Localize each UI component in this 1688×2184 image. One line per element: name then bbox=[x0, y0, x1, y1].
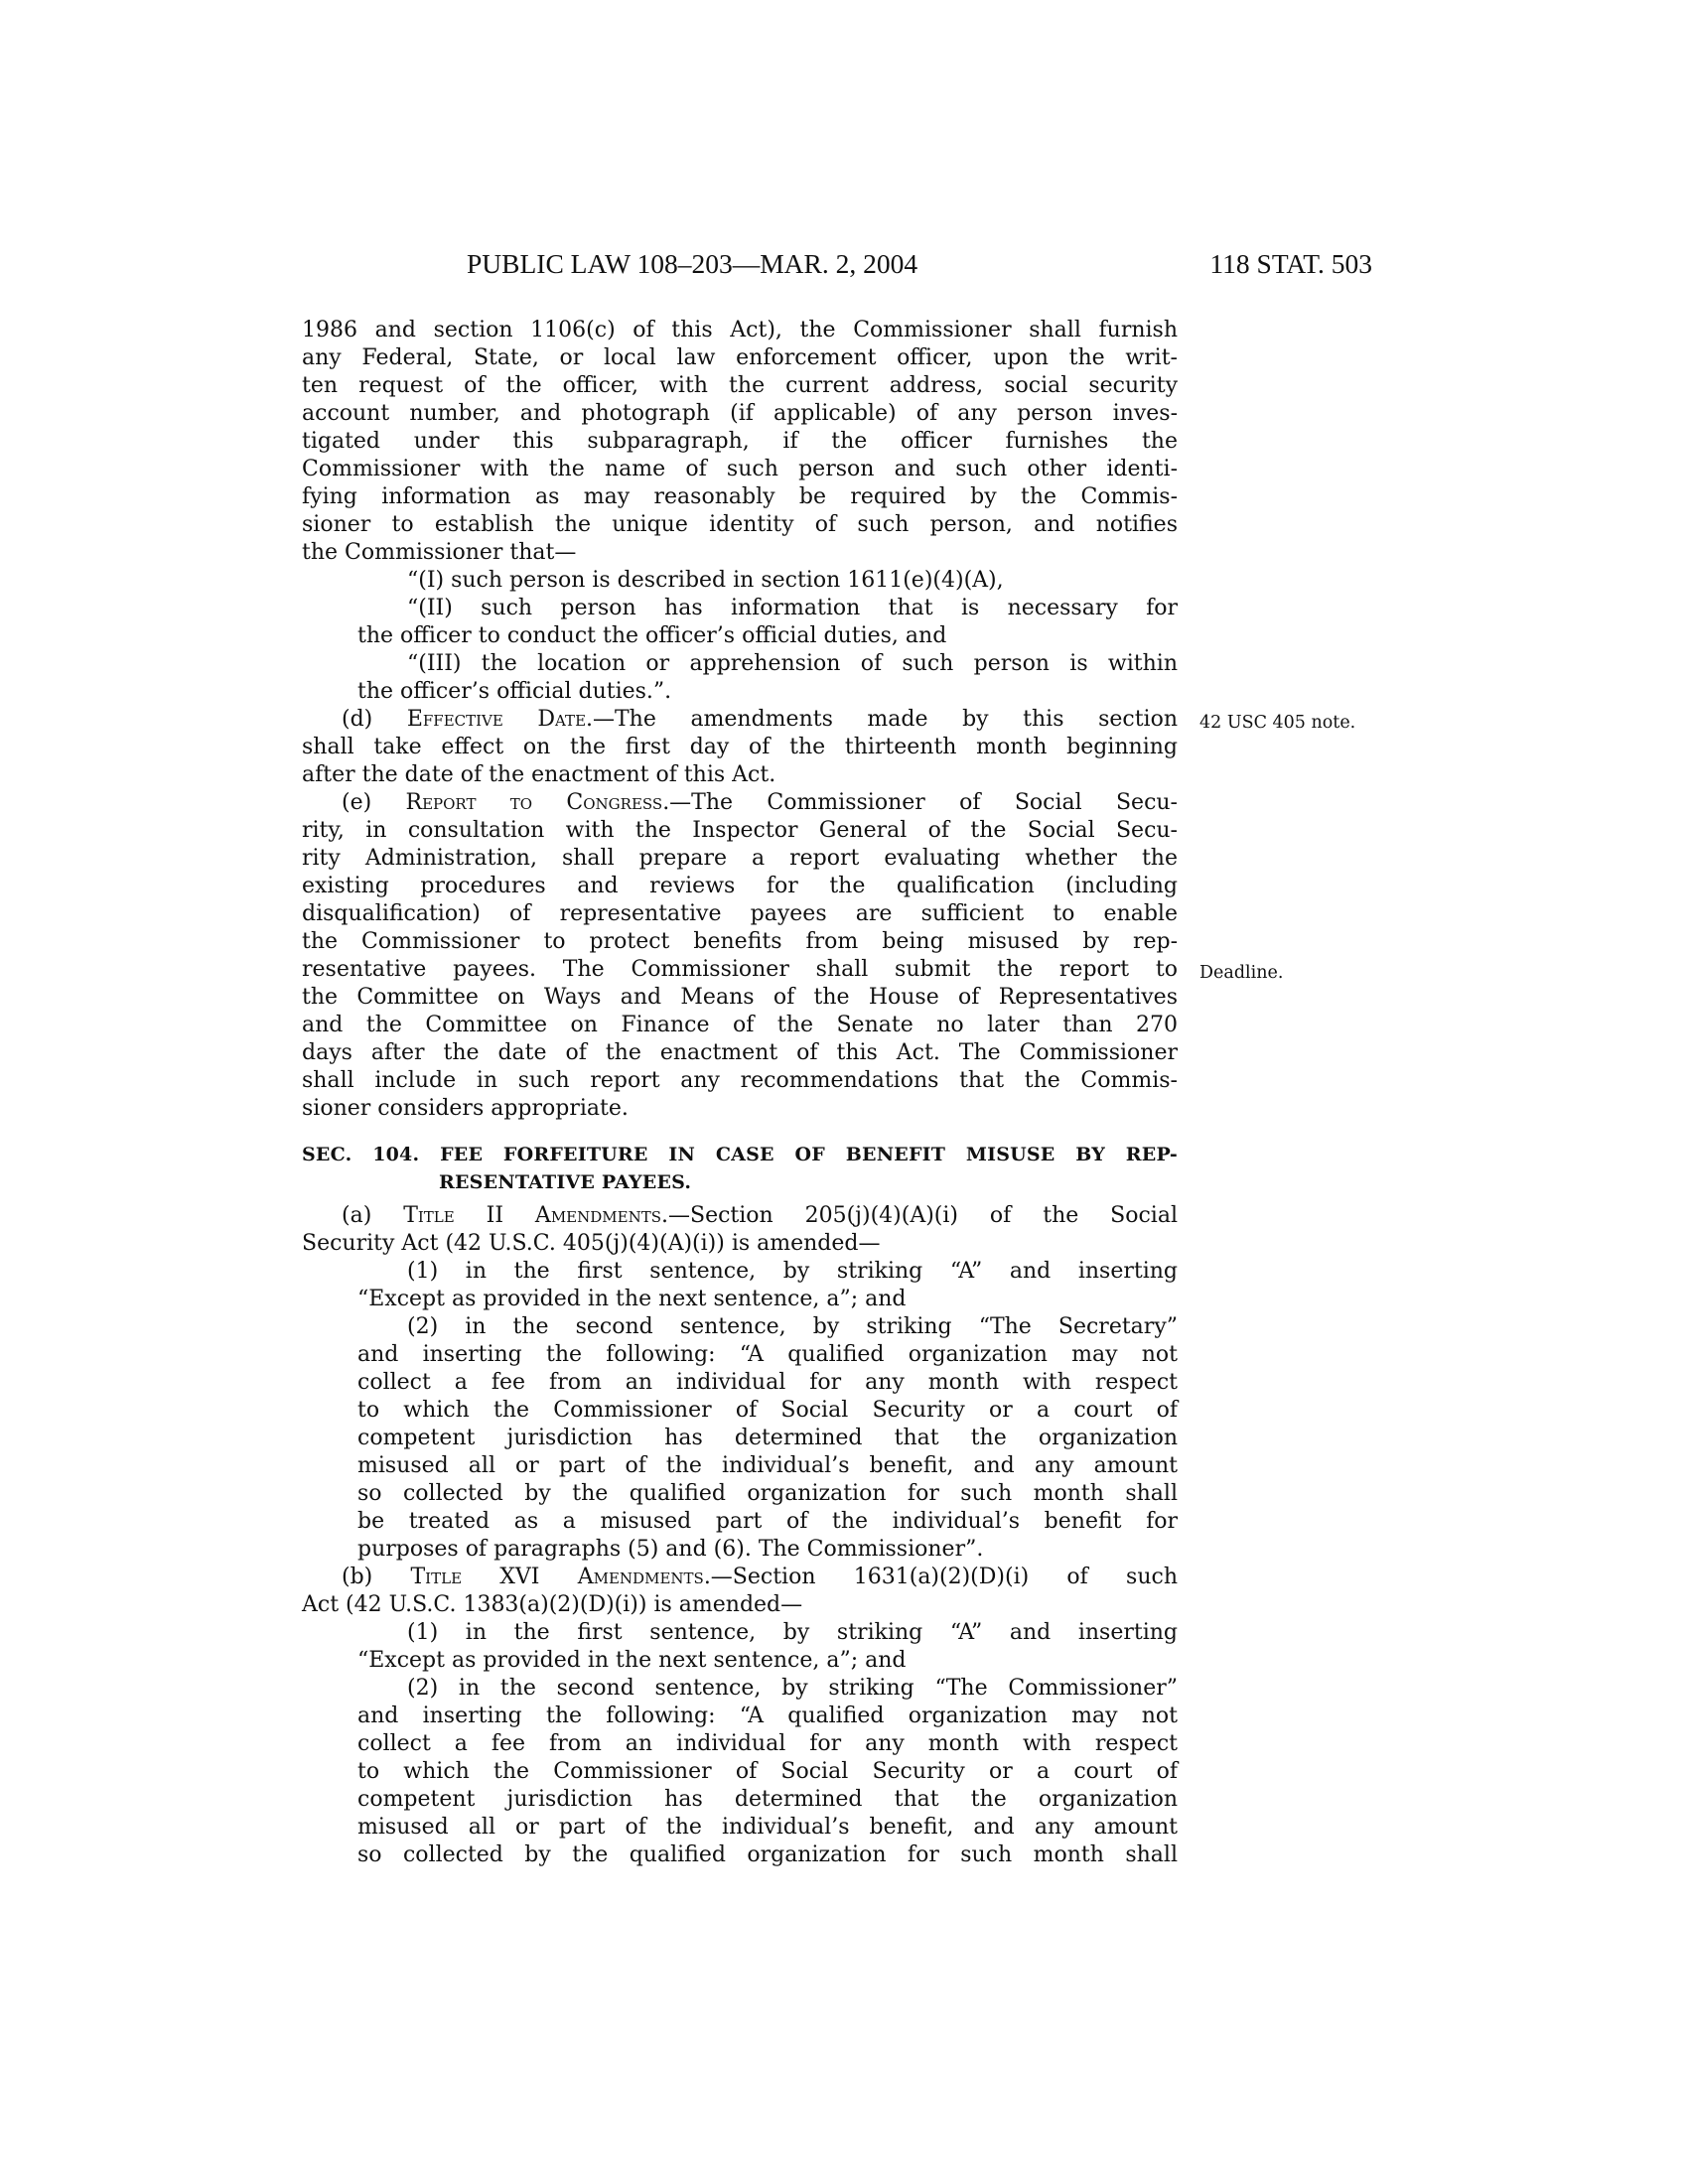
page-header bbox=[298, 248, 1372, 288]
text-line: resentative payees. The Commissioner shall submit the report to bbox=[302, 957, 1178, 982]
paragraph-a2-line: to which the Commissioner of Social Security or a court of bbox=[357, 1398, 1178, 1423]
text-line: any Federal, State, or local law enforcement officer, upon the writ- bbox=[302, 345, 1178, 370]
paragraph-a1-line: (1) in the first sentence, by striking “A” and inserting bbox=[407, 1259, 1178, 1284]
text-line: tigated under this subparagraph, if the officer furnishes the bbox=[302, 429, 1178, 454]
subsection-d-text: .—The amendments made by this section bbox=[586, 707, 1178, 732]
paragraph-b2-line: and inserting the following: “A qualified organization may not bbox=[357, 1704, 1178, 1728]
subsection-a-heading: Title II Amendments bbox=[403, 1203, 661, 1228]
subsection-a-label: (a) bbox=[342, 1203, 404, 1228]
paragraph-a2-line: so collected by the qualified organization for such month shall bbox=[357, 1481, 1178, 1506]
paragraph-b2-line: misused all or part of the individual’s benefit, and any amount bbox=[357, 1815, 1178, 1840]
subsection-d-heading-line bbox=[302, 706, 1178, 734]
clause-iii-line: the officer’s official duties.”. bbox=[357, 679, 672, 704]
subsection-a-text: .—Section 205(j)(4)(A)(i) of the Social bbox=[661, 1203, 1178, 1228]
paragraph-b2-line: (2) in the second sentence, by striking “The Commissioner” bbox=[407, 1676, 1178, 1701]
paragraph-a2-line: (2) in the second sentence, by striking “The Secretary” bbox=[407, 1314, 1178, 1339]
document-body bbox=[302, 317, 1178, 1869]
text-line: ten request of the officer, with the current address, social security bbox=[302, 373, 1178, 398]
text-line: after the date of the enactment of this Act. bbox=[302, 762, 776, 787]
statute-page-number: 118 STAT. 503 bbox=[1209, 248, 1372, 279]
paragraph-b2-line: collect a fee from an individual for any month with respect bbox=[357, 1731, 1178, 1756]
text-line: the Commissioner to protect benefits from being misused by rep- bbox=[302, 929, 1178, 954]
text-line: the Commissioner that— bbox=[302, 540, 577, 565]
text-line: shall take effect on the first day of the thirteenth month beginning bbox=[302, 735, 1178, 759]
subsection-b-label: (b) bbox=[342, 1565, 411, 1589]
paragraph-a2-line: competent jurisdiction has determined that the organization bbox=[357, 1426, 1178, 1450]
text-line: sioner considers appropriate. bbox=[302, 1096, 629, 1121]
paragraph-a2-line: be treated as a misused part of the individual’s benefit for bbox=[357, 1509, 1178, 1534]
subsection-a-heading-line bbox=[302, 1202, 1178, 1230]
clause-i: “(I) such person is described in section 1611(e)(4)(A), bbox=[407, 568, 1004, 593]
subsection-b-heading: Title XVI Amendments bbox=[410, 1565, 704, 1589]
text-line: 1986 and section 1106(c) of this Act), the Commissioner shall furnish bbox=[302, 318, 1178, 342]
text-line: account number, and photograph (if applicable) of any person inves- bbox=[302, 401, 1178, 426]
paragraph-a2-line: misused all or part of the individual’s benefit, and any amount bbox=[357, 1453, 1178, 1478]
paragraph-b2-line: competent jurisdiction has determined that the organization bbox=[357, 1787, 1178, 1812]
subsection-e-heading: Report to Congress bbox=[405, 790, 663, 815]
subsection-e-text: .—The Commissioner of Social Secu- bbox=[662, 790, 1178, 815]
text-line: the Committee on Ways and Means of the House of Representatives bbox=[302, 985, 1178, 1010]
text-line: sioner to establish the unique identity of such person, and notifies bbox=[302, 512, 1178, 537]
text-line: shall include in such report any recommendations that the Commis- bbox=[302, 1068, 1178, 1093]
subsection-d-heading: Effective Date bbox=[406, 707, 587, 732]
margin-note-deadline: Deadline. bbox=[1199, 963, 1284, 983]
clause-ii-line: “(II) such person has information that is necessary for bbox=[407, 596, 1178, 620]
text-line: rity, in consultation with the Inspector General of the Social Secu- bbox=[302, 818, 1178, 843]
section-heading-line: RESENTATIVE PAYEES. bbox=[439, 1171, 692, 1193]
subsection-d-label: (d) bbox=[342, 707, 407, 732]
paragraph-a2-line: purposes of paragraphs (5) and (6). The Commissioner”. bbox=[357, 1537, 984, 1562]
text-line: rity Administration, shall prepare a report evaluating whether the bbox=[302, 846, 1178, 871]
subsection-e-label: (e) bbox=[342, 790, 406, 815]
section-104-heading bbox=[302, 1141, 1178, 1196]
text-line: days after the date of the enactment of this Act. The Commissioner bbox=[302, 1040, 1178, 1065]
text-line: Commissioner with the name of such person and such other identi- bbox=[302, 457, 1178, 481]
paragraph-a2-line: and inserting the following: “A qualified organization may not bbox=[357, 1342, 1178, 1367]
subsection-e-heading-line bbox=[302, 789, 1178, 817]
text-line: Security Act (42 U.S.C. 405(j)(4)(A)(i)) is amended— bbox=[302, 1231, 881, 1256]
paragraph-b1-line: “Except as provided in the next sentence, a”; and bbox=[357, 1648, 907, 1673]
section-heading-line: SEC. 104. FEE FORFEITURE IN CASE OF BENEFIT MISUSE BY REP- bbox=[302, 1144, 1178, 1165]
paragraph-b1-line: (1) in the first sentence, by striking “A” and inserting bbox=[407, 1620, 1178, 1645]
text-line: fying information as may reasonably be required by the Commis- bbox=[302, 484, 1178, 509]
clause-iii-line: “(III) the location or apprehension of such person is within bbox=[407, 651, 1178, 676]
subsection-b-heading-line bbox=[302, 1564, 1178, 1591]
paragraph-a2-line: collect a fee from an individual for any month with respect bbox=[357, 1370, 1178, 1395]
public-law-title: PUBLIC LAW 108–203—MAR. 2, 2004 bbox=[467, 248, 918, 279]
clause-ii-line: the officer to conduct the officer’s official duties, and bbox=[357, 623, 947, 648]
paragraph-b2-line: to which the Commissioner of Social Security or a court of bbox=[357, 1759, 1178, 1784]
margin-note-usc: 42 USC 405 note. bbox=[1199, 713, 1356, 733]
text-line: existing procedures and reviews for the qualification (including bbox=[302, 874, 1178, 898]
text-line: and the Committee on Finance of the Senate no later than 270 bbox=[302, 1013, 1178, 1037]
text-line: disqualification) of representative payees are sufficient to enable bbox=[302, 901, 1178, 926]
paragraph-b2-line: so collected by the qualified organization for such month shall bbox=[357, 1843, 1178, 1867]
paragraph-a1-line: “Except as provided in the next sentence, a”; and bbox=[357, 1287, 907, 1311]
subsection-b-text: .—Section 1631(a)(2)(D)(i) of such bbox=[703, 1565, 1179, 1589]
text-line: Act (42 U.S.C. 1383(a)(2)(D)(i)) is amended— bbox=[302, 1592, 803, 1617]
